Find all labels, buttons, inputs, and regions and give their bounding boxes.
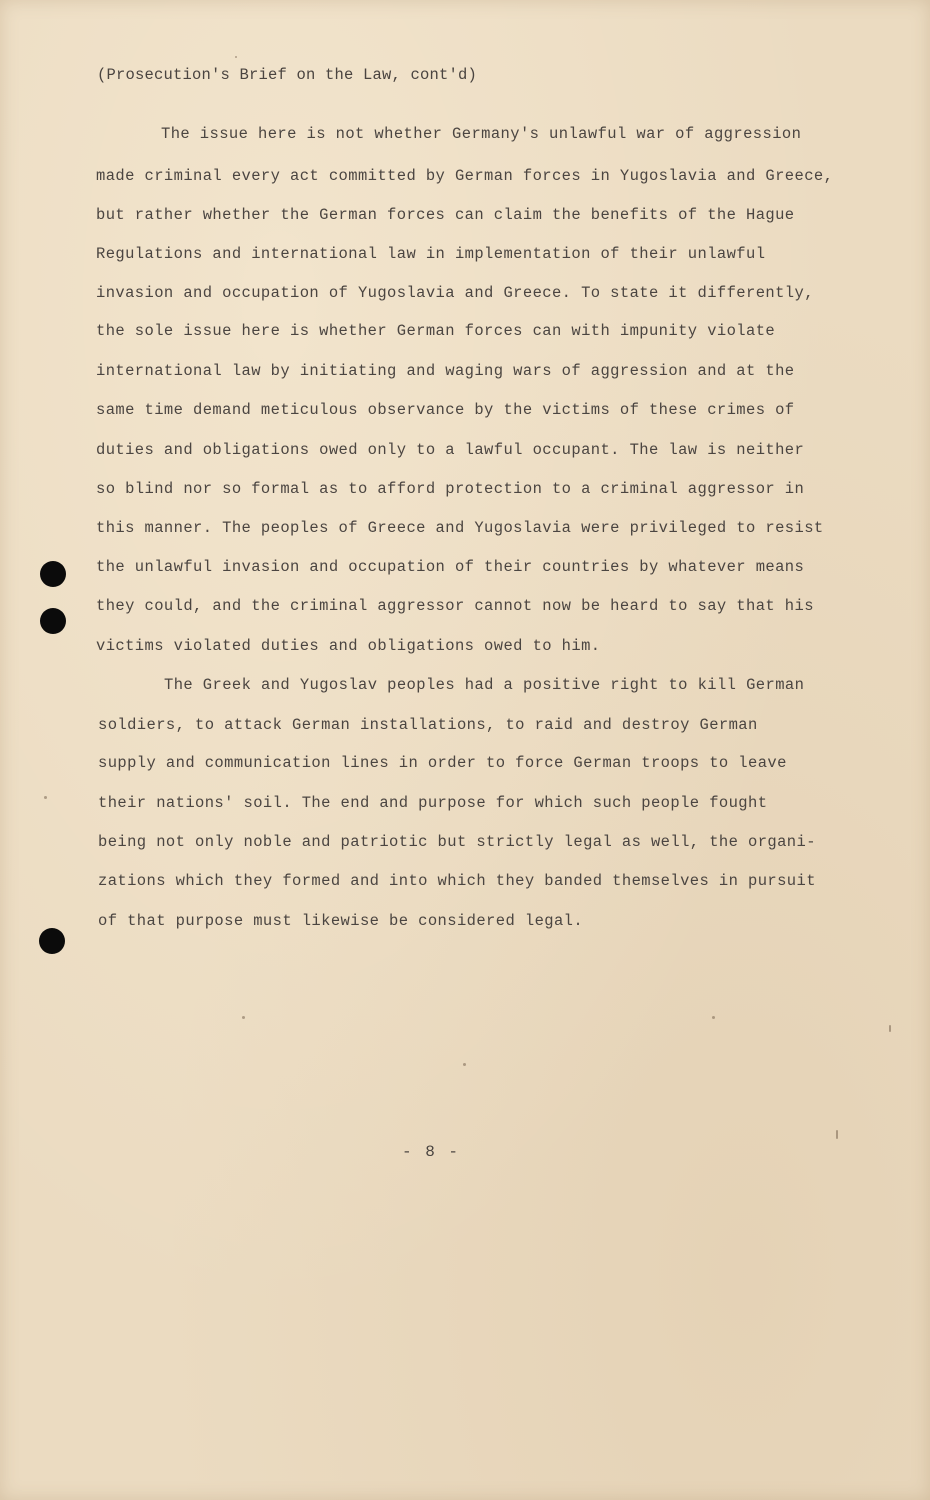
paper-speck xyxy=(889,1025,891,1032)
paper-speck xyxy=(712,1016,715,1019)
punch-hole-bottom xyxy=(39,928,65,954)
paragraph-1-line: they could, and the criminal aggressor cannot now be heard to say that his xyxy=(96,597,814,615)
paragraph-2-line: their nations' soil. The end and purpose for which such people fought xyxy=(98,794,768,812)
paragraph-1-line: The issue here is not whether Germany's unlawful war of aggression xyxy=(161,125,802,143)
punch-hole-middle xyxy=(40,608,66,634)
paper-speck xyxy=(463,1063,466,1066)
page-header: (Prosecution's Brief on the Law, cont'd) xyxy=(97,66,478,84)
paragraph-1-line: duties and obligations owed only to a lawful occupant. The law is neither xyxy=(96,441,805,459)
paragraph-1-line: victims violated duties and obligations owed to him. xyxy=(96,637,601,655)
paragraph-1-line: made criminal every act committed by German forces in Yugoslavia and Greece, xyxy=(96,167,834,185)
paragraph-2-line: of that purpose must likewise be considered legal. xyxy=(98,912,584,930)
paragraph-1-line: same time demand meticulous observance by the victims of these crimes of xyxy=(96,401,795,419)
paragraph-1-line: but rather whether the German forces can claim the benefits of the Hague xyxy=(96,206,795,224)
paragraph-1-line: international law by initiating and waging wars of aggression and at the xyxy=(96,362,795,380)
paper-speck xyxy=(836,1130,838,1139)
paragraph-2-line: being not only noble and patriotic but strictly legal as well, the organi- xyxy=(98,833,816,851)
paper-speck xyxy=(235,56,237,58)
paragraph-1-line: invasion and occupation of Yugoslavia and Greece. To state it differently, xyxy=(96,284,814,302)
paper-speck xyxy=(44,796,47,799)
paragraph-2-line: soldiers, to attack German installations, to raid and destroy German xyxy=(98,716,758,734)
punch-hole-top xyxy=(40,561,66,587)
paragraph-1-line: Regulations and international law in implementation of their unlawful xyxy=(96,245,766,263)
paragraph-1-line: so blind nor so formal as to afford protection to a criminal aggressor in xyxy=(96,480,805,498)
paragraph-1-line: this manner. The peoples of Greece and Yugoslavia were privileged to resist xyxy=(96,519,824,537)
paragraph-2-line: The Greek and Yugoslav peoples had a positive right to kill German xyxy=(164,676,805,694)
paragraph-2-line: supply and communication lines in order to force German troops to leave xyxy=(98,754,787,772)
page-number: - 8 - xyxy=(402,1143,461,1161)
paragraph-1-line: the unlawful invasion and occupation of their countries by whatever means xyxy=(96,558,805,576)
paragraph-2-line: zations which they formed and into which they banded themselves in pursuit xyxy=(98,872,816,890)
paper-speck xyxy=(242,1016,245,1019)
paragraph-1-line: the sole issue here is whether German forces can with impunity violate xyxy=(96,322,776,340)
